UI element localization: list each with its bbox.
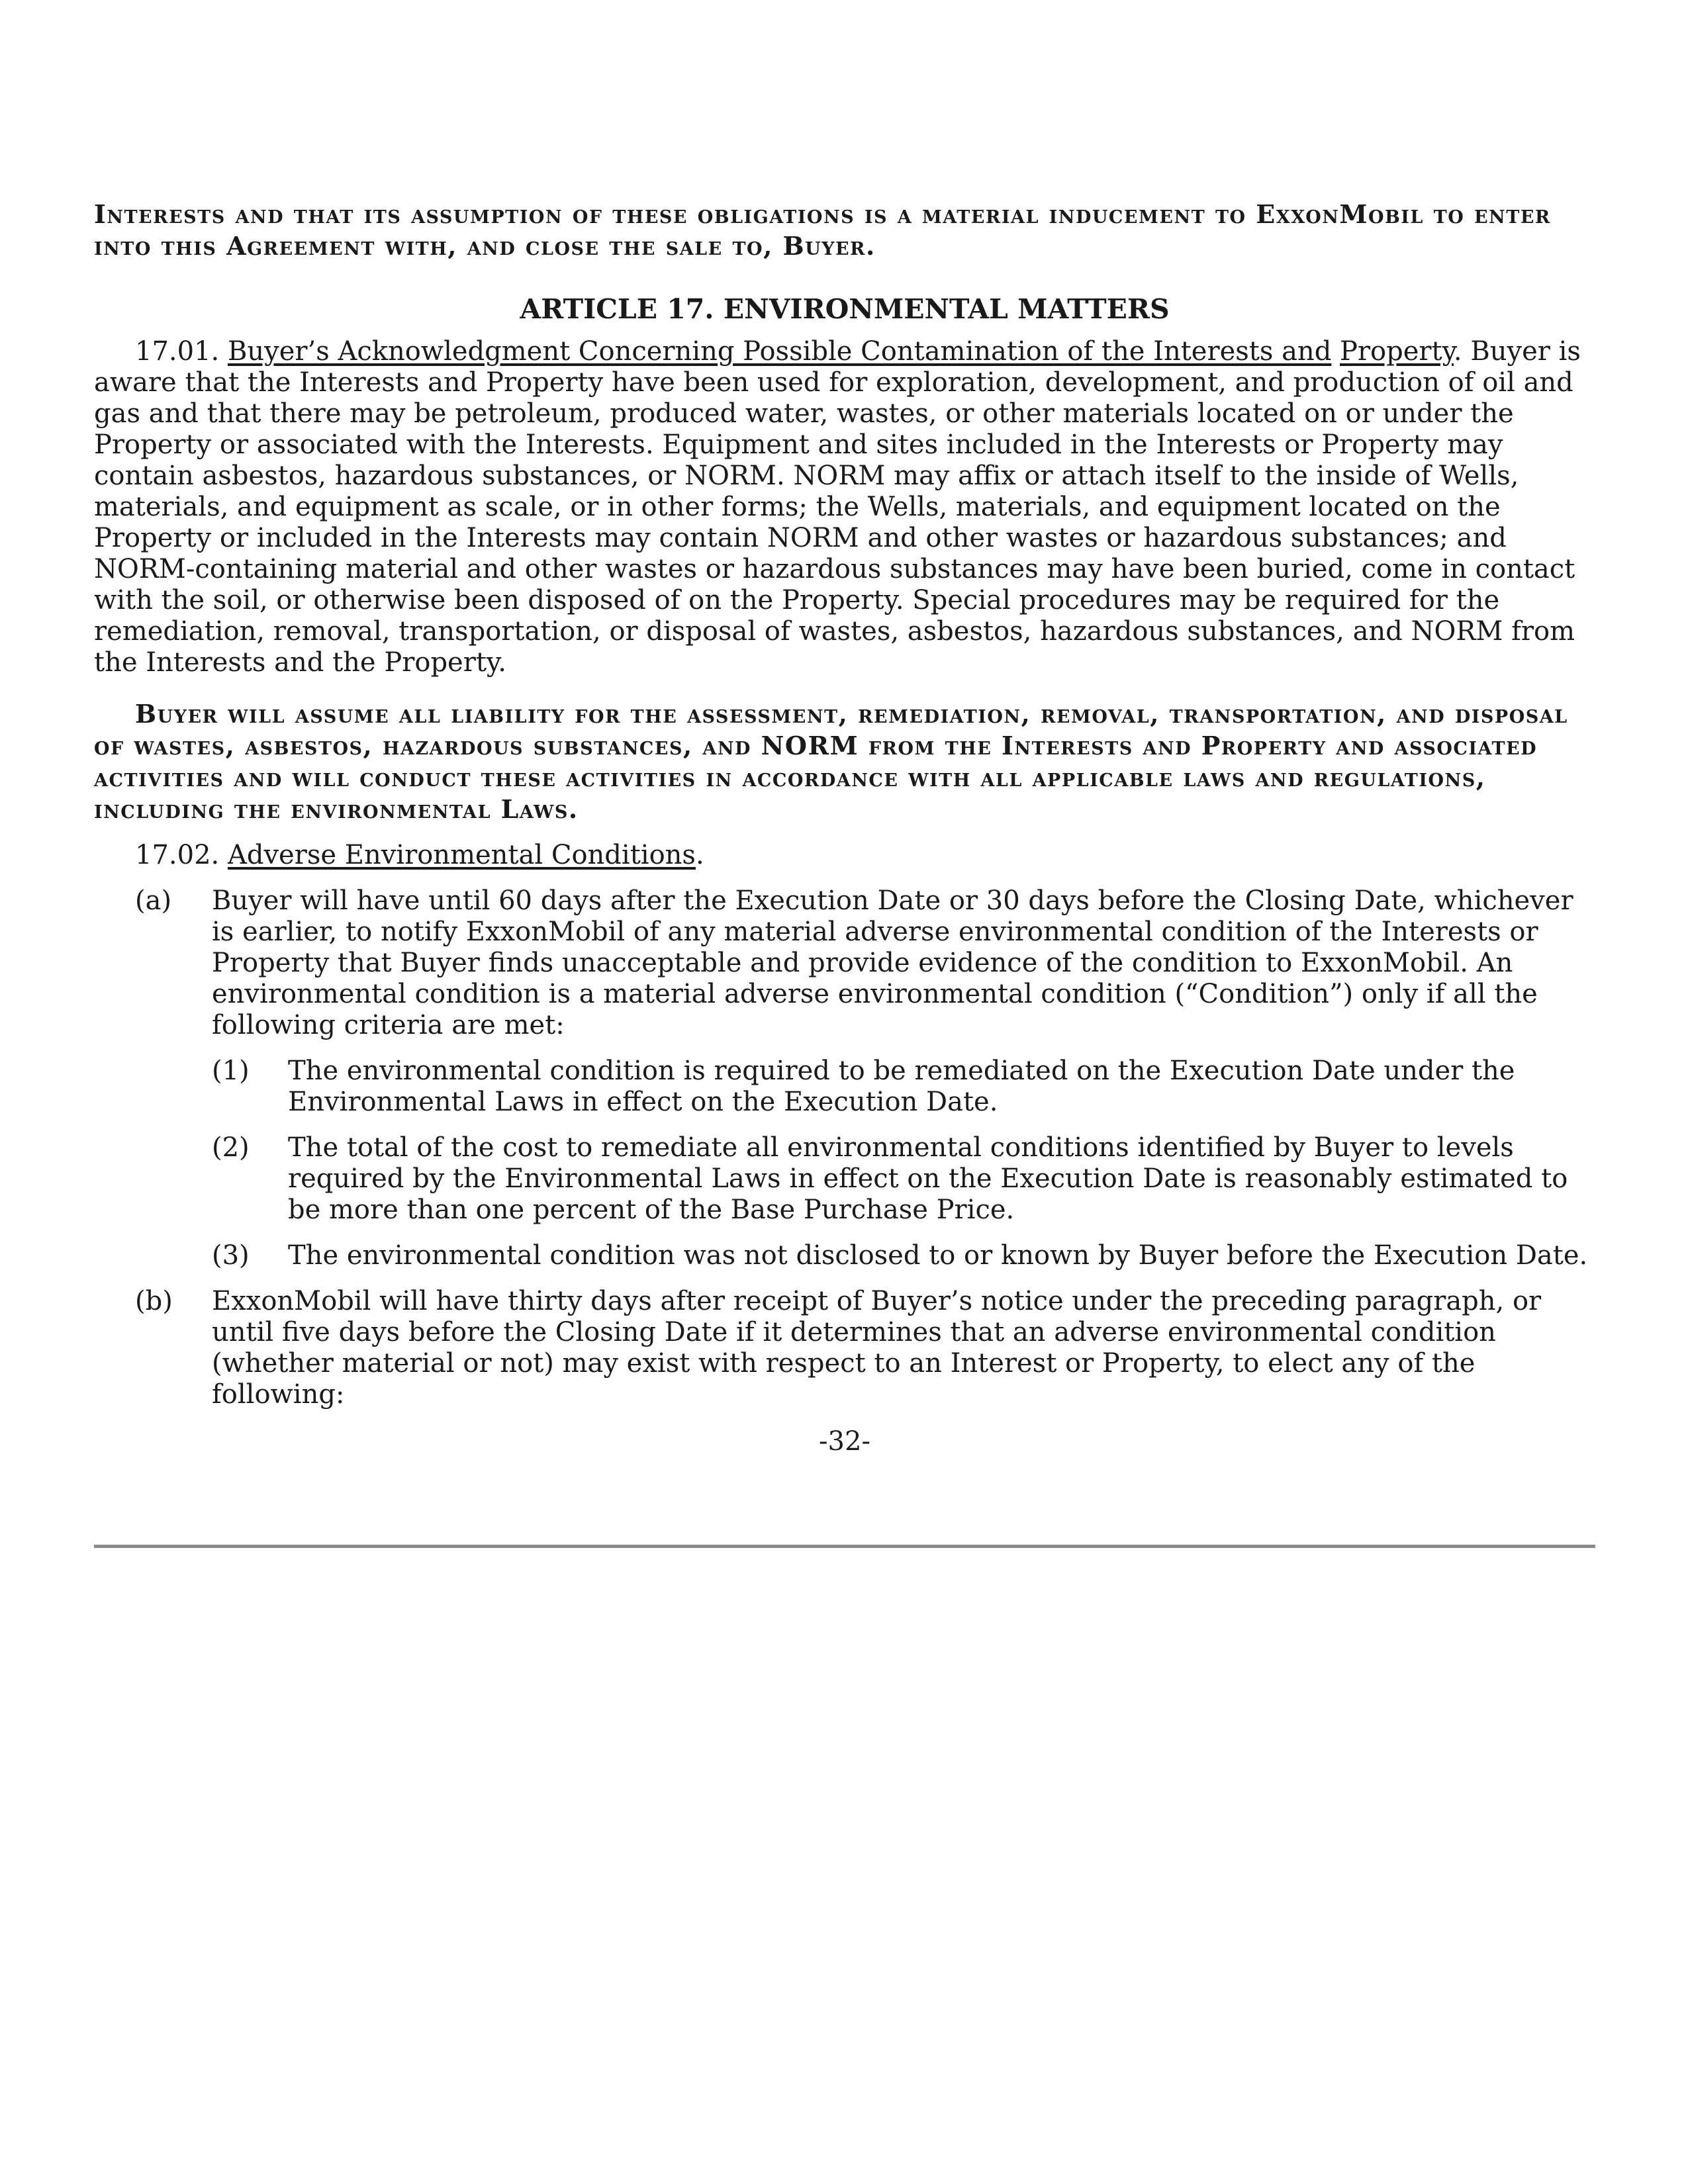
criterion-1-label: (1) — [212, 1056, 250, 1086]
criterion-2 — [94, 1132, 1595, 1226]
criterion-1 — [94, 1056, 1595, 1118]
item-a-text: Buyer will have until 60 days after the Execution Date or 30 days before the Closing Date, whichever is earlier, to notify ExxonMobil of any material adverse environmental condition of the Interests or Property that Buyer finds unacceptable and provide evidence of the condition to ExxonMobil. An environmental condition is a material adverse environmental condition (“Condition”) only if all the following criteria are met: — [212, 886, 1573, 1040]
criterion-2-text: The total of the cost to remediate all environmental conditions identified by Buyer to levels required by the Environmental Laws in effect on the Execution Date is reasonably estimated to be more than one percent of the Base Purchase Price. — [288, 1132, 1568, 1225]
section-17-01-heading: Buyer’s Acknowledgment Concerning Possible Contamination of the Interests and — [227, 336, 1332, 367]
section-17-01-number: 17.01. — [135, 336, 220, 367]
continuation-caps-paragraph: Interests and that its assumption of these obligations is a material inducement to ExxonMobil to enter into this Agreement with, and close the sale to, Buyer. — [94, 199, 1551, 261]
section-17-02-heading: Adverse Environmental Conditions — [227, 840, 696, 870]
section-17-01-body: Buyer is aware that the Interests and Property have been used for exploration, development, and production of oil and gas and that there may be petroleum, produced water, wastes, or other materials located on or under the Property or associated with the Interests. Equipment and sites included in the Interests or Property may contain asbestos, hazardous substances, or NORM. NORM may affix or attach itself to the inside of Wells, materials, and equipment as scale, or in other forms; the Wells, materials, and equipment located on the Property or included in the Interests may contain NORM and other wastes or hazardous substances; and NORM-containing material and other wastes or hazardous substances may have been buried, come in contact with the soil, or otherwise been disposed of on the Property. Special procedures may be required for the remediation, removal, transportation, or disposal of wastes, asbestos, hazardous substances, and NORM from the Interests and the Property. — [94, 336, 1581, 678]
page-number: -32- — [819, 1426, 870, 1457]
section-17-02-number: 17.02. — [135, 840, 220, 870]
item-a — [94, 886, 1595, 1041]
section-17-01-period: . — [1453, 336, 1462, 367]
section-17-01-heading-property: Property — [1340, 336, 1454, 367]
section-17-02 — [94, 840, 1595, 871]
section-17-01 — [94, 336, 1595, 678]
criterion-1-text: The environmental condition is required to be remediated on the Execution Date under the Environmental Laws in effect on the Execution Date. — [288, 1056, 1515, 1117]
page-bottom-rule — [94, 1545, 1595, 1548]
criterion-3 — [94, 1240, 1595, 1271]
item-b — [94, 1286, 1595, 1410]
item-b-label: (b) — [135, 1286, 173, 1316]
article-title: ARTICLE 17. ENVIRONMENTAL MATTERS — [520, 293, 1170, 325]
criterion-2-label: (2) — [212, 1132, 250, 1163]
criterion-3-text: The environmental condition was not disclosed to or known by Buyer before the Execution Date. — [288, 1240, 1588, 1271]
item-a-label: (a) — [135, 886, 172, 916]
document-page — [94, 199, 1595, 1457]
section-17-02-period: . — [695, 840, 704, 870]
liability-caps-paragraph: Buyer will assume all liability for the assessment, remediation, removal, transportation, and disposal of wastes, asbestos, hazardous substances, and NORM from the Interests and Property and associated activities and will conduct these activities in accordance with all applicable laws and regulations, including the environmental Laws. — [94, 699, 1568, 824]
item-b-text: ExxonMobil will have thirty days after receipt of Buyer’s notice under the preceding paragraph, or until five days before the Closing Date if it determines that an adverse environmental condition (whether material or not) may exist with respect to an Interest or Property, to elect any of the following: — [212, 1286, 1542, 1410]
criterion-3-label: (3) — [212, 1240, 250, 1271]
